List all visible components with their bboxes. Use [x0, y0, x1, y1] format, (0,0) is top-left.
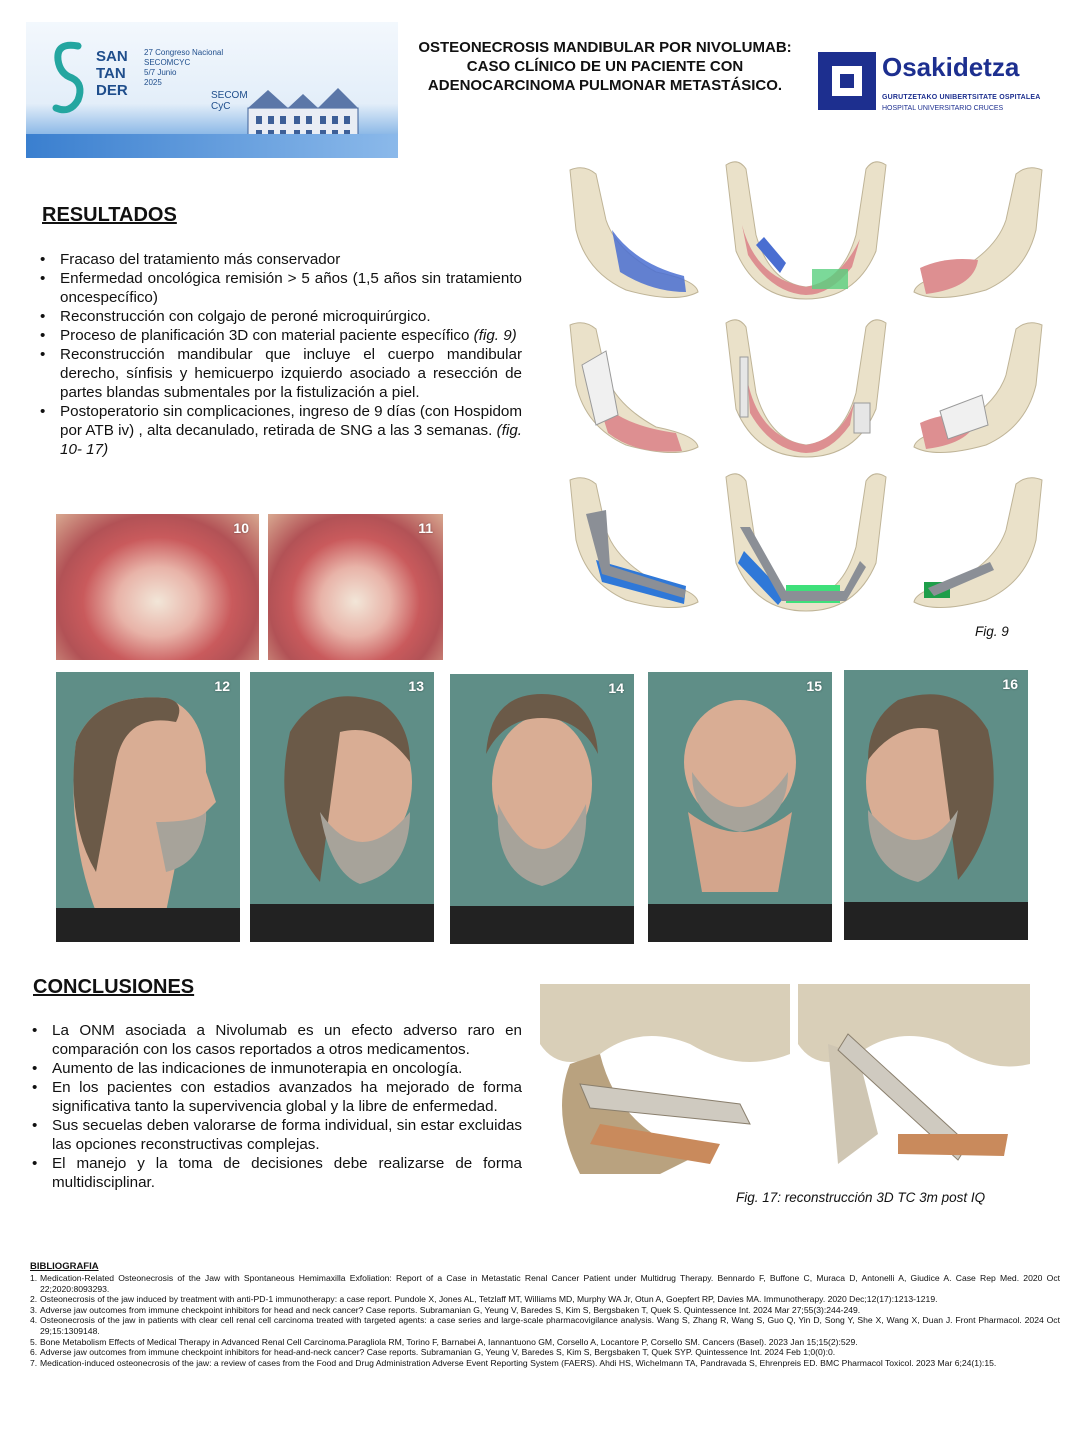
ct-reconstruction-left [540, 984, 790, 1174]
reference-number: 3. [30, 1304, 38, 1315]
list-item [30, 1315, 1060, 1336]
conclusions-heading: CONCLUSIONES [33, 976, 195, 998]
jaw-model-front [720, 155, 890, 300]
photo-10-intraoral [56, 514, 259, 660]
hospital-name-es: HOSPITAL UNIVERSITARIO CRUCES [882, 105, 1004, 112]
list-item: • El manejo y la toma de decisiones debe realizarse de forma multidisciplinar. [30, 1154, 522, 1192]
banner-city-line: DER [96, 82, 128, 99]
hospital-name-eu: GURUTZETAKO UNIBERTSITATE OSPITALEA [882, 94, 1041, 101]
list-item [38, 250, 522, 269]
list-item: • La ONM asociada a Nivolumab es un efecto adverso raro en comparación con los casos reportados a otros medicamentos. [30, 1021, 522, 1059]
conclusions-list [30, 1021, 522, 1192]
list-item: • Aumento de las indicaciones de inmunoterapia en oncología. [30, 1059, 522, 1078]
banner-congress-line: 27 Congreso Nacional [144, 48, 224, 57]
results-item-text: Reconstrucción con colgajo de peroné microquirúrgico. [60, 308, 431, 325]
banner-congress-line: 2025 [144, 78, 162, 87]
photo-16-oblique-left [844, 670, 1028, 940]
banner-city-line: TAN [96, 65, 126, 82]
photo-number: 11 [418, 520, 433, 536]
list-item [38, 345, 522, 402]
reference-text: Medication-Related Osteonecrosis of the Jaw with Spontaneous Hemimaxilla Exfoliation: Report of a Case in Metastatic Renal Cancer Patient under Multidrug Therapy. Bennardo F, Buffone C, Muraca D, Antonelli A, Giudice A. Case Rep Med. 2020 Oct 22;2020:8093293. [40, 1273, 1060, 1294]
reference-number: 2. [30, 1294, 38, 1305]
results-list [38, 250, 522, 459]
results-item-text: Postoperatorio sin complicaciones, ingreso de 9 días (con Hospidom por ATB iv) , alta decanulado, retirada de SNG a las 3 semanas. [60, 403, 522, 439]
photo-12-profile-right [56, 672, 240, 942]
reference-text: Medication-induced osteonecrosis of the jaw: a review of cases from the Food and Drug Administration Adverse Event Reporting System (FAERS). Ahdi HS, Wichelmann TA, Pandravada S, Ehrenpreis ED. BMC Pharmacol Toxicol. 2023 Mar 6;24(1):15. [40, 1357, 997, 1368]
list-item [30, 1337, 1060, 1348]
reference-number: 7. [30, 1357, 38, 1368]
list-item: • Sus secuelas deben valorarse de forma individual, sin estar excluidas las opciones reconstructivas complejas. [30, 1116, 522, 1154]
reference-text: Osteonecrosis of the jaw induced by treatment with anti-PD-1 immunotherapy: a case report. Pundole X, Jones AL, Tetzlaff MT, Williams MD, Murphy WA Jr, Otun A, Goepfert RP, Davies MA. Immunotherapy. 2020 Dec;12(17):1213-1219. [40, 1294, 938, 1305]
banner-society-line: SECOM [211, 90, 248, 101]
reference-text: Bone Metabolism Effects of Medical Therapy in Advanced Renal Cell Carcinoma.Paragliola RM, Torino F, Barnabei A, Iannantuono GM, Corsello A, Locantore P, Corsello SM. Cancers (Basel). 2023 Jan 15;15(2):529. [40, 1336, 858, 1347]
photo-15-chin-up [648, 672, 832, 942]
list-item [38, 326, 522, 345]
banner-congress-line: 5/7 Junio [144, 68, 177, 77]
fig9-caption: Fig. 9 [975, 624, 1009, 639]
congress-logo-icon [48, 38, 88, 118]
list-item [30, 1347, 1060, 1358]
results-item-text: Fracaso del tratamiento más conservador [60, 251, 341, 268]
poster-title: OSTEONECROSIS MANDIBULAR POR NIVOLUMAB: CASO CLÍNICO DE UN PACIENTE CON ADENOCARCINOMA PULMONAR METASTÁSICO. [418, 39, 792, 94]
reference-text: Adverse jaw outcomes from immune checkpoint inhibitors for head and neck cancer? Case reports. Subramanian G, Yeung V, Baredes S, Kim S, Bergsbaken T, Quek S. Quintessence Int. 2024 Mar 27;55(3):244-249. [40, 1304, 861, 1315]
list-item [38, 402, 522, 459]
results-item-text: Reconstrucción mandibular que incluye el cuerpo mandibular derecho, sínfisis y hemicuerpo izquierdo asociado a resección de partes blandas submentales por la fistulización a piel. [60, 346, 522, 401]
jaw-model-side-right [556, 160, 706, 305]
osakidetza-mark-icon [818, 52, 876, 110]
banner-city-line: SAN [96, 48, 128, 65]
list-item [38, 307, 522, 326]
photo-number: 12 [214, 678, 230, 694]
list-item [30, 1358, 1060, 1369]
results-item-text: Enfermedad oncológica remisión > 5 años (1,5 años sin tratamiento oncespecífico) [60, 270, 522, 306]
photo-number: 14 [608, 680, 624, 696]
reference-number: 1. [30, 1273, 38, 1283]
results-heading: RESULTADOS [42, 204, 177, 226]
jaw-model-guide-right [556, 315, 706, 460]
photo-14-frontal [450, 674, 634, 944]
bibliography-list [30, 1273, 1060, 1368]
reference-number: 5. [30, 1336, 38, 1347]
jaw-model-plate-right [556, 470, 706, 615]
jaw-model-guide-left [906, 315, 1056, 460]
jaw-model-side-left [906, 160, 1056, 305]
fig17-caption: Fig. 17: reconstrucción 3D TC 3m post IQ [736, 1190, 986, 1205]
figure-reference: (fig. 9) [473, 327, 517, 344]
list-item [30, 1305, 1060, 1316]
list-item [30, 1294, 1060, 1305]
institution-logo [818, 50, 1048, 120]
photo-number: 15 [806, 678, 822, 694]
results-item-text: Proceso de planificación 3D con material paciente específico [60, 327, 474, 344]
fig9-3d-planning [548, 155, 1058, 625]
list-item [30, 1273, 1060, 1294]
photo-11-intraoral [268, 514, 443, 660]
jaw-model-plate-left [906, 470, 1056, 615]
bibliography-heading: BIBLIOGRAFIA [30, 1261, 99, 1272]
reference-text: Osteonecrosis of the jaw in patients with clear cell renal cell carcinoma treated with targeted agents: a case series and large-scale pharmacovigilance analysis. Wang S, Zhang R, Wang S, Guo Q, Yin D, Song Y, She X, Wang X, Duan J. Front Pharmacol. 2024 Oct 29;15:1309148. [40, 1315, 1060, 1336]
banner-wave [26, 134, 398, 158]
reference-number: 6. [30, 1347, 38, 1358]
jaw-model-plate-front [720, 467, 890, 612]
photo-number: 13 [408, 678, 424, 694]
banner-congress-line: SECOMCYC [144, 58, 191, 67]
reference-number: 4. [30, 1315, 38, 1326]
list-item [38, 269, 522, 307]
photo-13-oblique-right [250, 672, 434, 942]
jaw-model-guide-front [720, 313, 890, 458]
photo-number: 16 [1002, 676, 1018, 692]
reference-text: Adverse jaw outcomes from immune checkpoint inhibitors for head-and-neck cancer? Case reports. Subramanian G, Yeung V, Baredes S, Kim S, Bergsbaken T, Quek SYP. Quintessence Int. 2024 Feb 1;0(0):0. [40, 1347, 836, 1358]
ct-reconstruction-right [798, 984, 1030, 1174]
banner-city [96, 48, 128, 99]
photo-number: 10 [233, 520, 249, 536]
figure-reference: (fig. 10- 17) [60, 422, 522, 458]
list-item: • En los pacientes con estadios avanzados ha mejorado de forma significativa tanto la supervivencia global y la libre de enfermedad. [30, 1078, 522, 1116]
banner-society-line: CyC [211, 101, 231, 112]
institution-name: Osakidetza [882, 52, 1020, 82]
congress-banner [26, 22, 398, 158]
